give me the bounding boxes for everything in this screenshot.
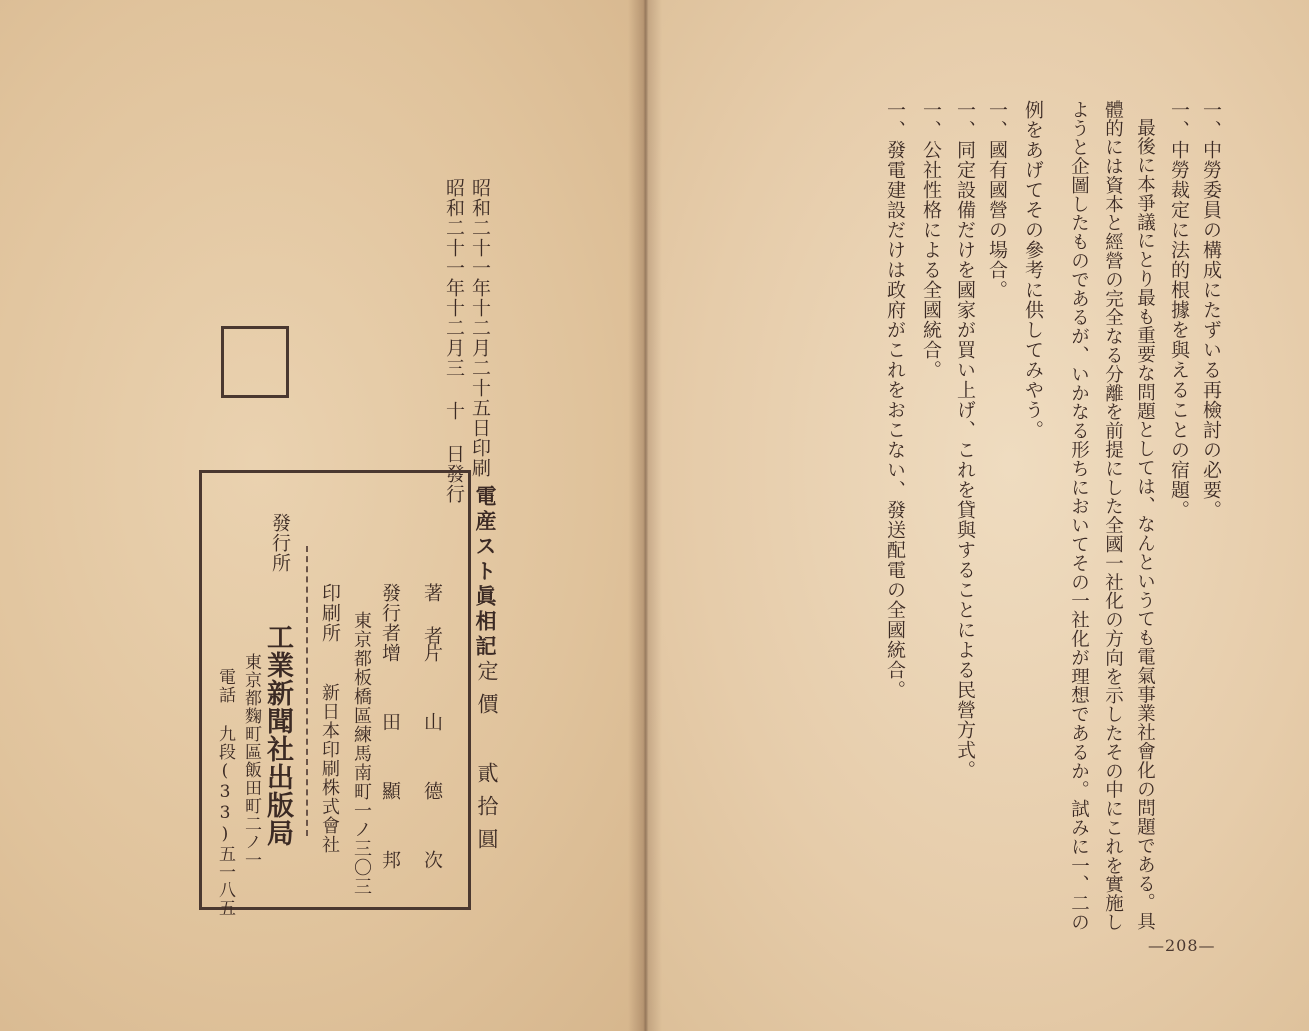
right-page-body (645, 0, 1309, 1031)
author-name: 片 山 德 次 (421, 643, 443, 883)
book-title: 電産スト眞相記 (473, 485, 498, 660)
text-line: 一、公社性格による全國統合。 (920, 100, 942, 380)
text-line: ようと企圖したものであるが、いかなる形ちにおいてその一社化が理想であるか。試みに一、二の (1068, 100, 1090, 932)
stamp-box (221, 326, 289, 398)
text-line: 一、國有國營の場合。 (986, 100, 1008, 300)
price: 定價 貳拾圓 (475, 660, 499, 861)
text-line: 最後に本爭議にとり最も重要な問題としては、なんというても電氣事業社會化の問題である。具 (1134, 118, 1156, 931)
book-gutter (628, 0, 662, 1031)
author-label: 著 者 (421, 583, 443, 646)
text-line: 體的には資本と經營の完全なる分離を前提にした全國一社化の方向を示したその中にこれを實施し (1102, 100, 1124, 932)
publisher-label: 發行者 (379, 583, 401, 643)
issuer-name: 工業新聞社出版局 (262, 623, 293, 847)
text-line: 一、發電建設だけは政府がこれをおこない、發送配電の全國統合。 (884, 100, 906, 700)
printer-label: 印刷所 (319, 583, 341, 643)
print-date: 昭和二十一年十二月二十五日印刷 (469, 178, 491, 478)
text-line: 例をあげてその參考に供してみやう。 (1022, 100, 1044, 440)
publisher-name: 增 田 顯 邦 (379, 643, 401, 883)
issue-date: 昭和二十一年十二月三 十 日發行 (443, 178, 465, 504)
left-page-colophon (0, 0, 645, 1031)
issuer-address: 東京都麴町區飯田町二ノ一 (241, 653, 261, 869)
printer-name: 新日本印刷株式會社 (319, 683, 340, 854)
text-line: 一、中勞委員の構成にたずいる再檢討の必要。 (1200, 100, 1222, 520)
text-line: 一、中勞裁定に法的根據を與えることの宿題。 (1168, 100, 1190, 520)
colophon-box (199, 470, 471, 917)
publisher-address: 東京都板橋區練馬南町一ノ三〇三 (351, 611, 372, 896)
issuer-phone: 電話 九段(33)五一八五 (215, 668, 235, 917)
colophon-divider (306, 546, 309, 836)
issuer-label: 發行所 (269, 513, 291, 573)
text-line: 一、同定設備だけを國家が買い上げ、これを貸與することによる民營方式。 (954, 100, 976, 780)
page-number: —208— (1148, 936, 1216, 955)
